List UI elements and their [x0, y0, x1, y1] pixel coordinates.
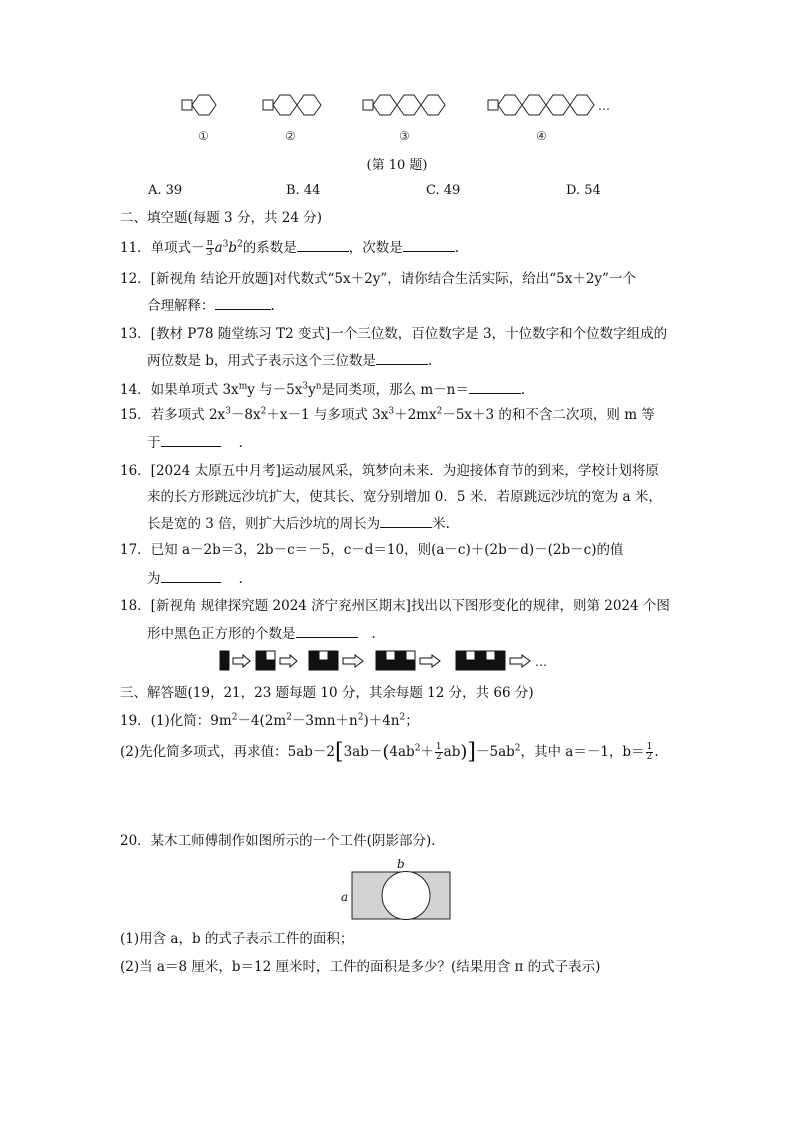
q10-label-4: ④ — [536, 129, 547, 143]
q10-label-2: ② — [285, 129, 296, 143]
black-square — [466, 661, 475, 670]
q12-end: . — [270, 298, 275, 314]
q11-frac-den: 3 — [206, 248, 213, 258]
q10-square-2 — [263, 100, 273, 110]
q11-num: 11． — [120, 240, 151, 256]
white-square — [486, 651, 495, 660]
q18-pattern-svg — [218, 649, 578, 673]
black-square — [476, 661, 485, 670]
black-square — [496, 651, 505, 660]
q11-exp-b: 2 — [237, 239, 243, 250]
q19-left-bracket: [ — [335, 739, 344, 765]
black-square — [220, 661, 229, 670]
q15-line2 — [147, 433, 243, 452]
black-square — [266, 661, 275, 670]
q16-line3-text: 长是宽的 3 倍，则扩大后沙坑的周长为 — [147, 516, 381, 532]
q13-line2-text: 两位数是 b，用式子表示这个三位数是 — [147, 353, 376, 369]
q18-line1: 18．[新视角 规律探究题 2024 济宁兖州区期末]找出以下图形变化的规律，则第 2024 个图 — [120, 598, 670, 614]
q14-blank[interactable] — [469, 380, 521, 394]
q19-b-num: 1 — [646, 742, 653, 752]
q19-p1-sup2: 2 — [286, 712, 292, 723]
q11-fraction — [206, 239, 214, 258]
q20-line1: 20．某木工师傅制作如图所示的一个工件(阴影部分)． — [120, 833, 445, 849]
q19-right-bracket: ] — [467, 739, 476, 765]
q13-line2 — [147, 351, 432, 370]
q14-part-b: y 与－5x — [247, 382, 303, 398]
q20-label-a: a — [341, 890, 349, 904]
white-square — [406, 651, 415, 660]
q11-pre: 单项式－ — [150, 240, 205, 256]
q19-p1-sup3: 2 — [357, 712, 364, 723]
q19-p2-sup2: 2 — [514, 743, 521, 754]
black-square — [476, 651, 485, 660]
q10-square-4 — [488, 100, 498, 110]
q19-p2-a: (2)先化简多项式，再求值：5ab－2 — [120, 744, 335, 760]
black-square — [256, 661, 265, 670]
q20-label-b: b — [397, 857, 405, 871]
q18-end: . — [371, 626, 376, 642]
q10-choices — [148, 183, 648, 201]
arrow-icon — [343, 655, 363, 667]
choice-a[interactable]: A. 39 — [148, 183, 183, 198]
q11-mid2: ，次数是 — [348, 240, 403, 256]
q16-end: 米. — [432, 516, 450, 532]
q14-part-c: y — [308, 382, 316, 398]
q17-end: . — [238, 571, 243, 587]
q11-mid: 的系数是 — [242, 240, 297, 256]
q20-circle — [382, 872, 430, 920]
q16-line2: 来的长方形跳远沙坑扩大，使其长、宽分别增加 0．5 米．若原跳远沙坑的宽为 a 米， — [147, 489, 662, 505]
section2-title: 二、填空题(每题 3 分，共 24 分) — [120, 210, 322, 226]
q19-part2 — [120, 739, 659, 765]
q10-hexagon — [297, 95, 321, 115]
q10-hexagon — [570, 95, 594, 115]
q10-hexagon — [192, 95, 216, 115]
q14-sup-n: n — [315, 381, 322, 392]
q19-p1-b: －4(2m — [237, 713, 287, 729]
black-square — [386, 661, 395, 670]
q17-line1: 17．已知 a－2b＝3，2b－c＝－5，c－d＝10，则(a－c)＋(2b－d)－(2b－c)的值 — [120, 542, 624, 558]
black-square — [319, 661, 328, 670]
q19-right-paren: ) — [460, 741, 468, 763]
q19-p1-c: －3mn＋n — [291, 713, 358, 729]
q15-part-c: ＋x－1 与多项式 3x — [266, 407, 389, 423]
black-square — [396, 661, 405, 670]
q10-square-1 — [182, 100, 192, 110]
q11 — [120, 238, 459, 258]
q19-p1-e: ； — [405, 713, 419, 729]
white-square — [386, 651, 395, 660]
q19-p2-b: 3ab－ — [343, 744, 383, 760]
black-square — [376, 651, 385, 660]
q15-line1 — [120, 406, 655, 424]
q19-b-den: 2 — [646, 752, 653, 762]
q15-sup2: 2 — [260, 406, 267, 417]
q18-pattern — [218, 649, 578, 673]
q10-hexagon — [373, 95, 397, 115]
q15-end: . — [238, 435, 243, 451]
q10-square-3 — [363, 100, 373, 110]
q19-p1-a: 19．(1)化简：9m — [120, 713, 232, 729]
q15-part-d: ＋2mx — [394, 407, 437, 423]
arrow-icon — [233, 655, 250, 667]
q13-line1: 13．[教材 P78 随堂练习 T2 变式]一个三位数，百位数字是 3，十位数字和个位数字组成的 — [120, 326, 668, 342]
q17-line2 — [147, 569, 243, 588]
q14-part-a: 14．如果单项式 3x — [120, 382, 239, 398]
black-square — [376, 661, 385, 670]
q12-blank[interactable] — [215, 296, 271, 310]
black-square — [309, 661, 318, 670]
arrow-icon — [510, 655, 530, 667]
q17-line2-text: 为 — [147, 571, 161, 587]
q14-end: . — [520, 382, 526, 398]
q15-part-b: －8x — [230, 407, 261, 423]
q10-label-3: ③ — [399, 129, 410, 143]
choice-b[interactable]: B. 44 — [286, 183, 321, 198]
white-square — [266, 651, 275, 660]
choice-d[interactable]: D. 54 — [566, 183, 601, 198]
q17-blank[interactable] — [161, 569, 221, 583]
q16-line3 — [147, 514, 450, 533]
arrow-icon — [420, 655, 440, 667]
q19-p2-g: ，其中 a＝－1，b＝ — [520, 744, 645, 760]
q15-sup3: 3 — [388, 406, 395, 417]
q12-line1: 12．[新视角 结论开放题]对代数式“5x＋2y”，请你结合生活实际，给出“5x＋2y”一个 — [120, 271, 636, 287]
white-square — [319, 651, 328, 660]
q14 — [120, 380, 525, 399]
q16-blank[interactable] — [380, 514, 432, 528]
q15-blank[interactable] — [161, 433, 221, 447]
q10-ellipsis: … — [598, 99, 610, 113]
q13-end: . — [427, 353, 433, 369]
q19-left-paren: ( — [382, 741, 390, 763]
q19-half-den: 2 — [435, 752, 442, 762]
q19-p2-f: －5ab — [475, 744, 515, 760]
q19-b-value — [646, 743, 654, 762]
q12-line2 — [147, 296, 275, 315]
q11-frac-num: π — [206, 238, 213, 248]
black-square — [496, 661, 505, 670]
q14-sup-m: m — [238, 381, 248, 392]
q14-sup-3: 3 — [302, 381, 309, 392]
black-square — [256, 651, 265, 660]
q11-var-b: b — [228, 240, 238, 256]
q10-pattern-svg — [170, 92, 630, 152]
q19-p1-sup4: 2 — [399, 712, 406, 723]
q12-line2-text: 合理解释： — [147, 298, 215, 314]
q15-part-a: 15．若多项式 2x — [120, 407, 226, 423]
black-square — [406, 661, 415, 670]
black-square — [486, 661, 495, 670]
q19-half-num: 1 — [435, 742, 442, 752]
q19-p1-sup1: 2 — [231, 712, 238, 723]
q11-var-a: a — [214, 240, 223, 256]
q14-part-d: 是同类项，那么 m－n＝ — [321, 382, 469, 398]
q20-part1: (1)用含 a，b 的式子表示工件的面积； — [120, 931, 354, 947]
q15-sup4: 2 — [436, 406, 443, 417]
q15-sup1: 3 — [225, 406, 231, 417]
black-square — [396, 651, 405, 660]
q11-exp-a: 3 — [222, 239, 229, 250]
q13-blank[interactable] — [376, 351, 428, 365]
q19-part1 — [120, 712, 419, 730]
q19-p2-e: ab — [443, 744, 461, 760]
black-square — [309, 651, 318, 660]
black-square — [456, 651, 465, 660]
q10-caption: (第 10 题) — [366, 158, 428, 173]
q10-hexagon — [273, 95, 297, 115]
q19-p2-c: 4ab — [389, 744, 415, 760]
black-square — [329, 661, 338, 670]
q20-figure-svg — [335, 855, 465, 925]
q16-line1: 16．[2024 太原五中月考]运动展风采，筑梦向未来．为迎接体育节的到来，学校计划将原 — [120, 463, 659, 479]
q19-p2-h: . — [654, 744, 659, 760]
q10-label-1: ① — [198, 129, 209, 143]
q10-hexagon — [421, 95, 445, 115]
white-square — [466, 651, 475, 660]
q10-hexagon — [397, 95, 421, 115]
q10-hexagon — [522, 95, 546, 115]
q18-line2 — [147, 624, 376, 643]
q19-p2-d: ＋ — [420, 744, 434, 760]
q18-blank[interactable] — [296, 624, 358, 638]
q11-end: . — [454, 240, 460, 256]
q10-figure — [170, 92, 630, 152]
q11-blank-coefficient[interactable] — [297, 238, 349, 252]
q19-p1-d: )＋4n — [363, 713, 400, 729]
black-square — [456, 661, 465, 670]
q10-hexagon — [498, 95, 522, 115]
black-square — [220, 651, 229, 660]
q18-ellipsis: … — [535, 655, 547, 669]
q19-p2-sup1: 2 — [414, 743, 421, 754]
q20-figure — [335, 855, 465, 925]
q20-part2: (2)当 a＝8 厘米，b＝12 厘米时，工件的面积是多少？(结果用含 π 的式子表示) — [120, 959, 601, 975]
black-square — [329, 651, 338, 660]
arrow-icon — [280, 655, 297, 667]
q15-line2-text: 于 — [147, 435, 161, 451]
choice-c[interactable]: C. 49 — [426, 183, 461, 198]
q10-hexagon — [546, 95, 570, 115]
q11-blank-degree[interactable] — [403, 238, 455, 252]
q18-line2-text: 形中黑色正方形的个数是 — [147, 626, 296, 642]
section3-title: 三、解答题(19，21，23 题每题 10 分，其余每题 12 分，共 66 分) — [120, 685, 534, 701]
q19-half — [435, 743, 443, 762]
q15-part-e: －5x＋3 的和不含二次项，则 m 等 — [442, 407, 655, 423]
